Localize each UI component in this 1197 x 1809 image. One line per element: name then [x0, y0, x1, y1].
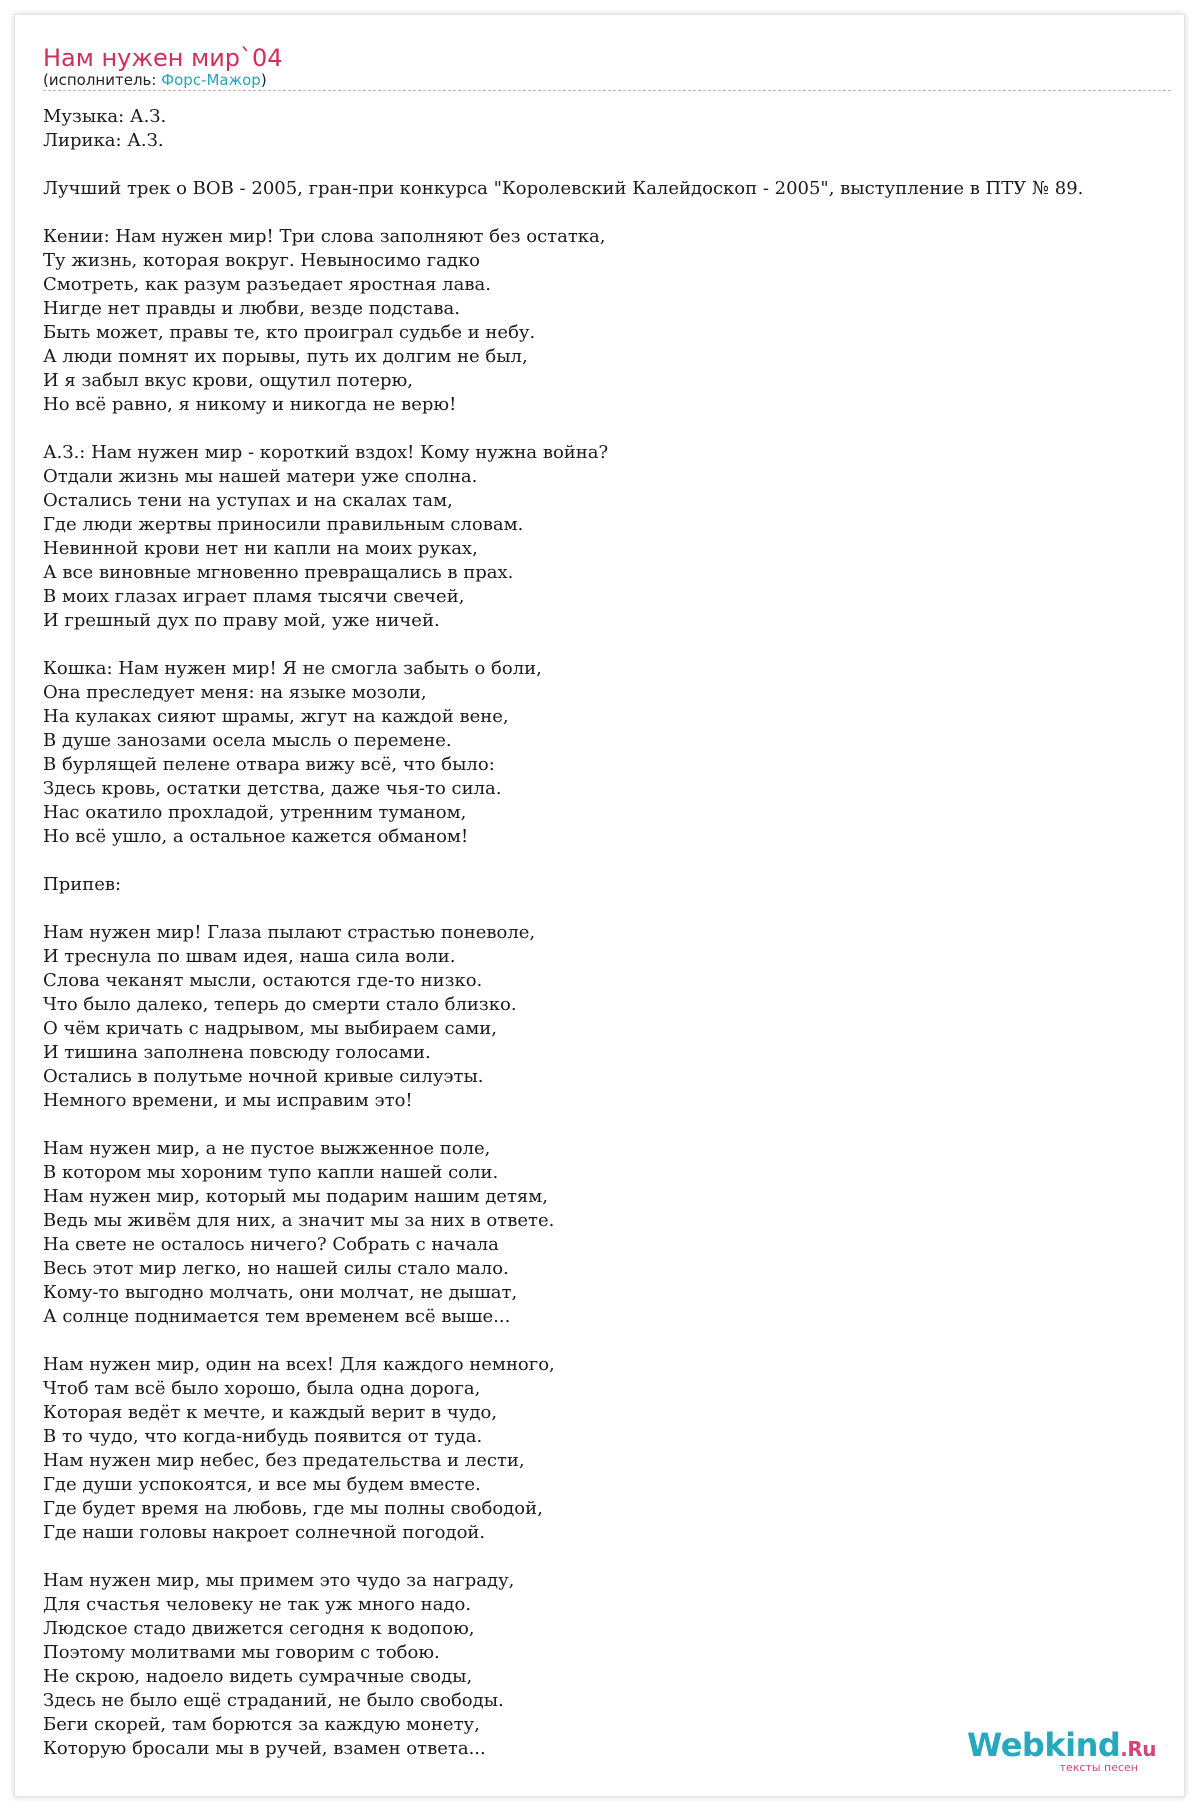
lyric-line: А все виновные мгновенно превращались в прах.: [43, 562, 514, 583]
lyric-line: Которую бросали мы в ручей, взамен ответа...: [43, 1738, 486, 1759]
lyric-line: Кошка: Нам нужен мир! Я не смогла забыть о боли,: [43, 658, 542, 679]
lyric-blank-line: [43, 897, 1185, 921]
lyric-line: Остались тени на уступах и на скалах там,: [43, 490, 453, 511]
lyric-line: Лучший трек о ВОВ - 2005, гран-при конкурса "Королевский Калейдоскоп - 2005", выступление в ПТУ № 89.: [43, 178, 1084, 199]
lyric-line: Она преследует меня: на языке мозоли,: [43, 682, 427, 703]
lyric-line: Припев:: [43, 874, 122, 895]
lyric-line: В котором мы хороним тупо капли нашей соли.: [43, 1162, 499, 1183]
lyric-line: Быть может, правы те, кто проиграл судьбе и небу.: [43, 322, 536, 343]
lyric-line: В то чудо, что когда-нибудь появится от туда.: [43, 1426, 483, 1447]
lyric-blank-line: [43, 1329, 1185, 1353]
lyric-line: И треснула по швам идея, наша сила воли.: [43, 946, 456, 967]
lyric-line: Здесь кровь, остатки детства, даже чья-то сила.: [43, 778, 502, 799]
song-title: Нам нужен мир`04: [43, 44, 283, 72]
lyric-line: Но всё ушло, а остальное кажется обманом!: [43, 826, 469, 847]
lyric-line: В бурлящей пелене отвара вижу всё, что было:: [43, 754, 495, 775]
lyric-line: В моих глазах играет пламя тысячи свечей,: [43, 586, 465, 607]
lyric-line: Где будет время на любовь, где мы полны свободой,: [43, 1498, 543, 1519]
lyric-line: Которая ведёт к мечте, и каждый верит в чудо,: [43, 1402, 498, 1423]
lyric-line: Нам нужен мир! Глаза пылают страстью поневоле,: [43, 922, 536, 943]
title-divider: [43, 90, 1171, 91]
lyric-line: И тишина заполнена повсюду голосами.: [43, 1042, 431, 1063]
lyric-blank-line: [43, 153, 1185, 177]
performer-link[interactable]: Форс-Мажор: [161, 71, 261, 89]
lyric-line: О чём кричать с надрывом, мы выбираем сами,: [43, 1018, 498, 1039]
lyric-line: Ведь мы живём для них, а значит мы за них в ответе.: [43, 1210, 555, 1231]
performer-line: [43, 70, 267, 90]
lyric-line: Людское стадо движется сегодня к водопою,: [43, 1618, 475, 1639]
lyric-line: Для счастья человеку не так уж много надо.: [43, 1594, 472, 1615]
lyric-line: Лирика: А.З.: [43, 130, 164, 151]
lyric-blank-line: [43, 849, 1185, 873]
lyric-line: Кении: Нам нужен мир! Три слова заполняют без остатка,: [43, 226, 606, 247]
lyric-blank-line: [43, 1545, 1185, 1569]
lyric-line: Нас окатило прохладой, утренним туманом,: [43, 802, 467, 823]
lyric-line: Кому-то выгодно молчать, они молчат, не дышат,: [43, 1282, 518, 1303]
lyric-line: Не скрою, надоело видеть сумрачные своды,: [43, 1666, 473, 1687]
page-card: [14, 14, 1185, 1797]
lyric-line: Слова чеканят мысли, остаются где-то низко.: [43, 970, 483, 991]
lyric-line: И я забыл вкус крови, ощутил потерю,: [43, 370, 413, 391]
lyric-line: Здесь не было ещё страданий, не было свободы.: [43, 1690, 504, 1711]
lyric-line: Весь этот мир легко, но нашей силы стало мало.: [43, 1258, 509, 1279]
lyric-line: Нам нужен мир, который мы подарим нашим детям,: [43, 1186, 548, 1207]
lyric-line: Чтоб там всё было хорошо, была одна дорога,: [43, 1378, 481, 1399]
lyric-line: В душе занозами осела мысль о перемене.: [43, 730, 452, 751]
lyric-line: Нигде нет правды и любви, везде подстава.: [43, 298, 460, 319]
lyric-line: Немного времени, и мы исправим это!: [43, 1090, 413, 1111]
lyric-line: Нам нужен мир, мы примем это чудо за награду,: [43, 1570, 515, 1591]
lyric-line: Музыка: А.З.: [43, 106, 167, 127]
lyric-line: Нам нужен мир, один на всех! Для каждого немного,: [43, 1354, 555, 1375]
lyric-line: Нам нужен мир, а не пустое выжженное поле,: [43, 1138, 491, 1159]
lyric-line: И грешный дух по праву мой, уже ничей.: [43, 610, 440, 631]
lyric-line: Остались в полутьме ночной кривые силуэты.: [43, 1066, 484, 1087]
lyric-line: Где души успокоятся, и все мы будем вместе.: [43, 1474, 481, 1495]
lyric-line: На кулаках сияют шрамы, жгут на каждой вене,: [43, 706, 509, 727]
lyric-line: На свете не осталось ничего? Собрать с начала: [43, 1234, 499, 1255]
lyric-line: Где наши головы накроет солнечной погодой.: [43, 1522, 486, 1543]
lyric-line: Невинной крови нет ни капли на моих руках,: [43, 538, 478, 559]
lyric-line: Где люди жертвы приносили правильным словам.: [43, 514, 524, 535]
performer-suffix: ): [260, 71, 267, 89]
logo-name: Webkind: [967, 1726, 1121, 1764]
lyric-blank-line: [43, 201, 1185, 225]
lyric-line: Беги скорей, там борются за каждую монету,: [43, 1714, 480, 1735]
lyric-line: Но всё равно, я никому и никогда не верю!: [43, 394, 457, 415]
site-logo[interactable]: [967, 1728, 1156, 1774]
lyric-line: Что было далеко, теперь до смерти стало близко.: [43, 994, 517, 1015]
logo-tagline: тексты песен: [1059, 1761, 1138, 1774]
lyric-line: А люди помнят их порывы, путь их долгим не был,: [43, 346, 528, 367]
lyrics-text: [43, 105, 1185, 1761]
lyric-blank-line: [43, 417, 1185, 441]
performer-prefix: (исполнитель:: [43, 71, 162, 89]
lyric-line: Отдали жизнь мы нашей матери уже сполна.: [43, 466, 478, 487]
lyric-line: Ту жизнь, которая вокруг. Невыносимо гадко: [43, 250, 480, 271]
lyric-blank-line: [43, 633, 1185, 657]
lyric-line: Нам нужен мир небес, без предательства и лести,: [43, 1450, 525, 1471]
lyric-line: Смотреть, как разум разъедает яростная лава.: [43, 274, 491, 295]
lyric-line: А солнце поднимается тем временем всё выше...: [43, 1306, 511, 1327]
lyric-blank-line: [43, 1113, 1185, 1137]
lyric-line: Поэтому молитвами мы говорим с тобою.: [43, 1642, 440, 1663]
lyric-line: А.З.: Нам нужен мир - короткий вздох! Кому нужна война?: [43, 442, 609, 463]
logo-tld: .Ru: [1120, 1737, 1156, 1761]
